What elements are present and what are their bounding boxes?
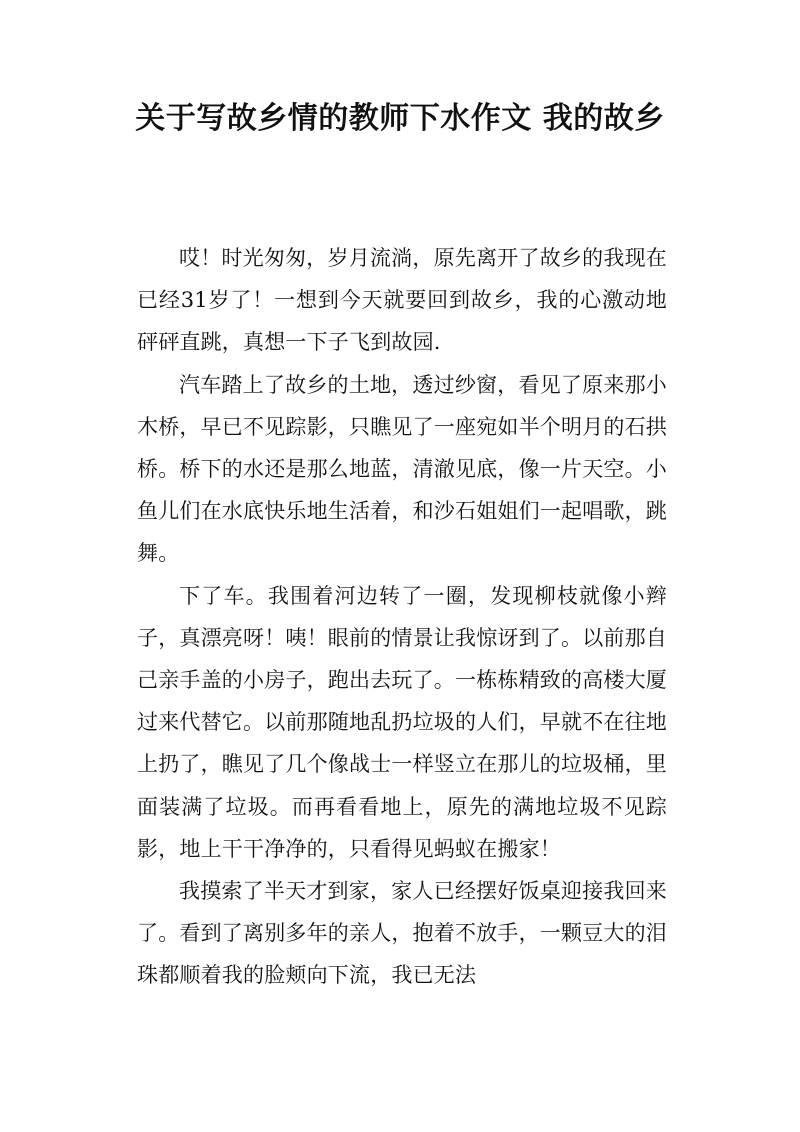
paragraph: 我摸索了半天才到家，家人已经摆好饭桌迎接我回来了。看到了离别多年的亲人，抱着不放手，一颗豆大的泪珠都顺着我的脸颊向下流，我已无法 — [137, 879, 667, 988]
document-body — [137, 237, 667, 997]
paragraph: 下了车。我围着河边转了一圈，发现柳枝就像小辫子，真漂亮呀！咦！眼前的情景让我惊讶到了。以前那自己亲手盖的小房子，跑出去玩了。一栋栋精致的高楼大厦过来代替它。以前那随地乱扔垃圾的人们，早就不在往地上扔了，瞧见了几个像战士一样竖立在那儿的垃圾桶，里面装满了垃圾。而再看看地上，原先的满地垃圾不见踪影，地上干干净净的，只看得见蚂蚁在搬家！ — [137, 583, 667, 861]
document-title: 关于写故乡情的教师下水作文 我的故乡 — [135, 101, 665, 136]
paragraph: 汽车踏上了故乡的土地，透过纱窗，看见了原来那小木桥，早已不见踪影，只瞧见了一座宛如半个明月的石拱桥。桥下的水还是那么地蓝，清澈见底，像一片天空。小鱼儿们在水底快乐地生活着，和沙石姐姐们一起唱歌，跳舞。 — [137, 372, 667, 566]
paragraph: 哎！时光匆匆，岁月流淌，原先离开了故乡的我现在已经31岁了！一想到今天就要回到故乡，我的心激动地砰砰直跳，真想一下子飞到故园. — [137, 246, 667, 355]
